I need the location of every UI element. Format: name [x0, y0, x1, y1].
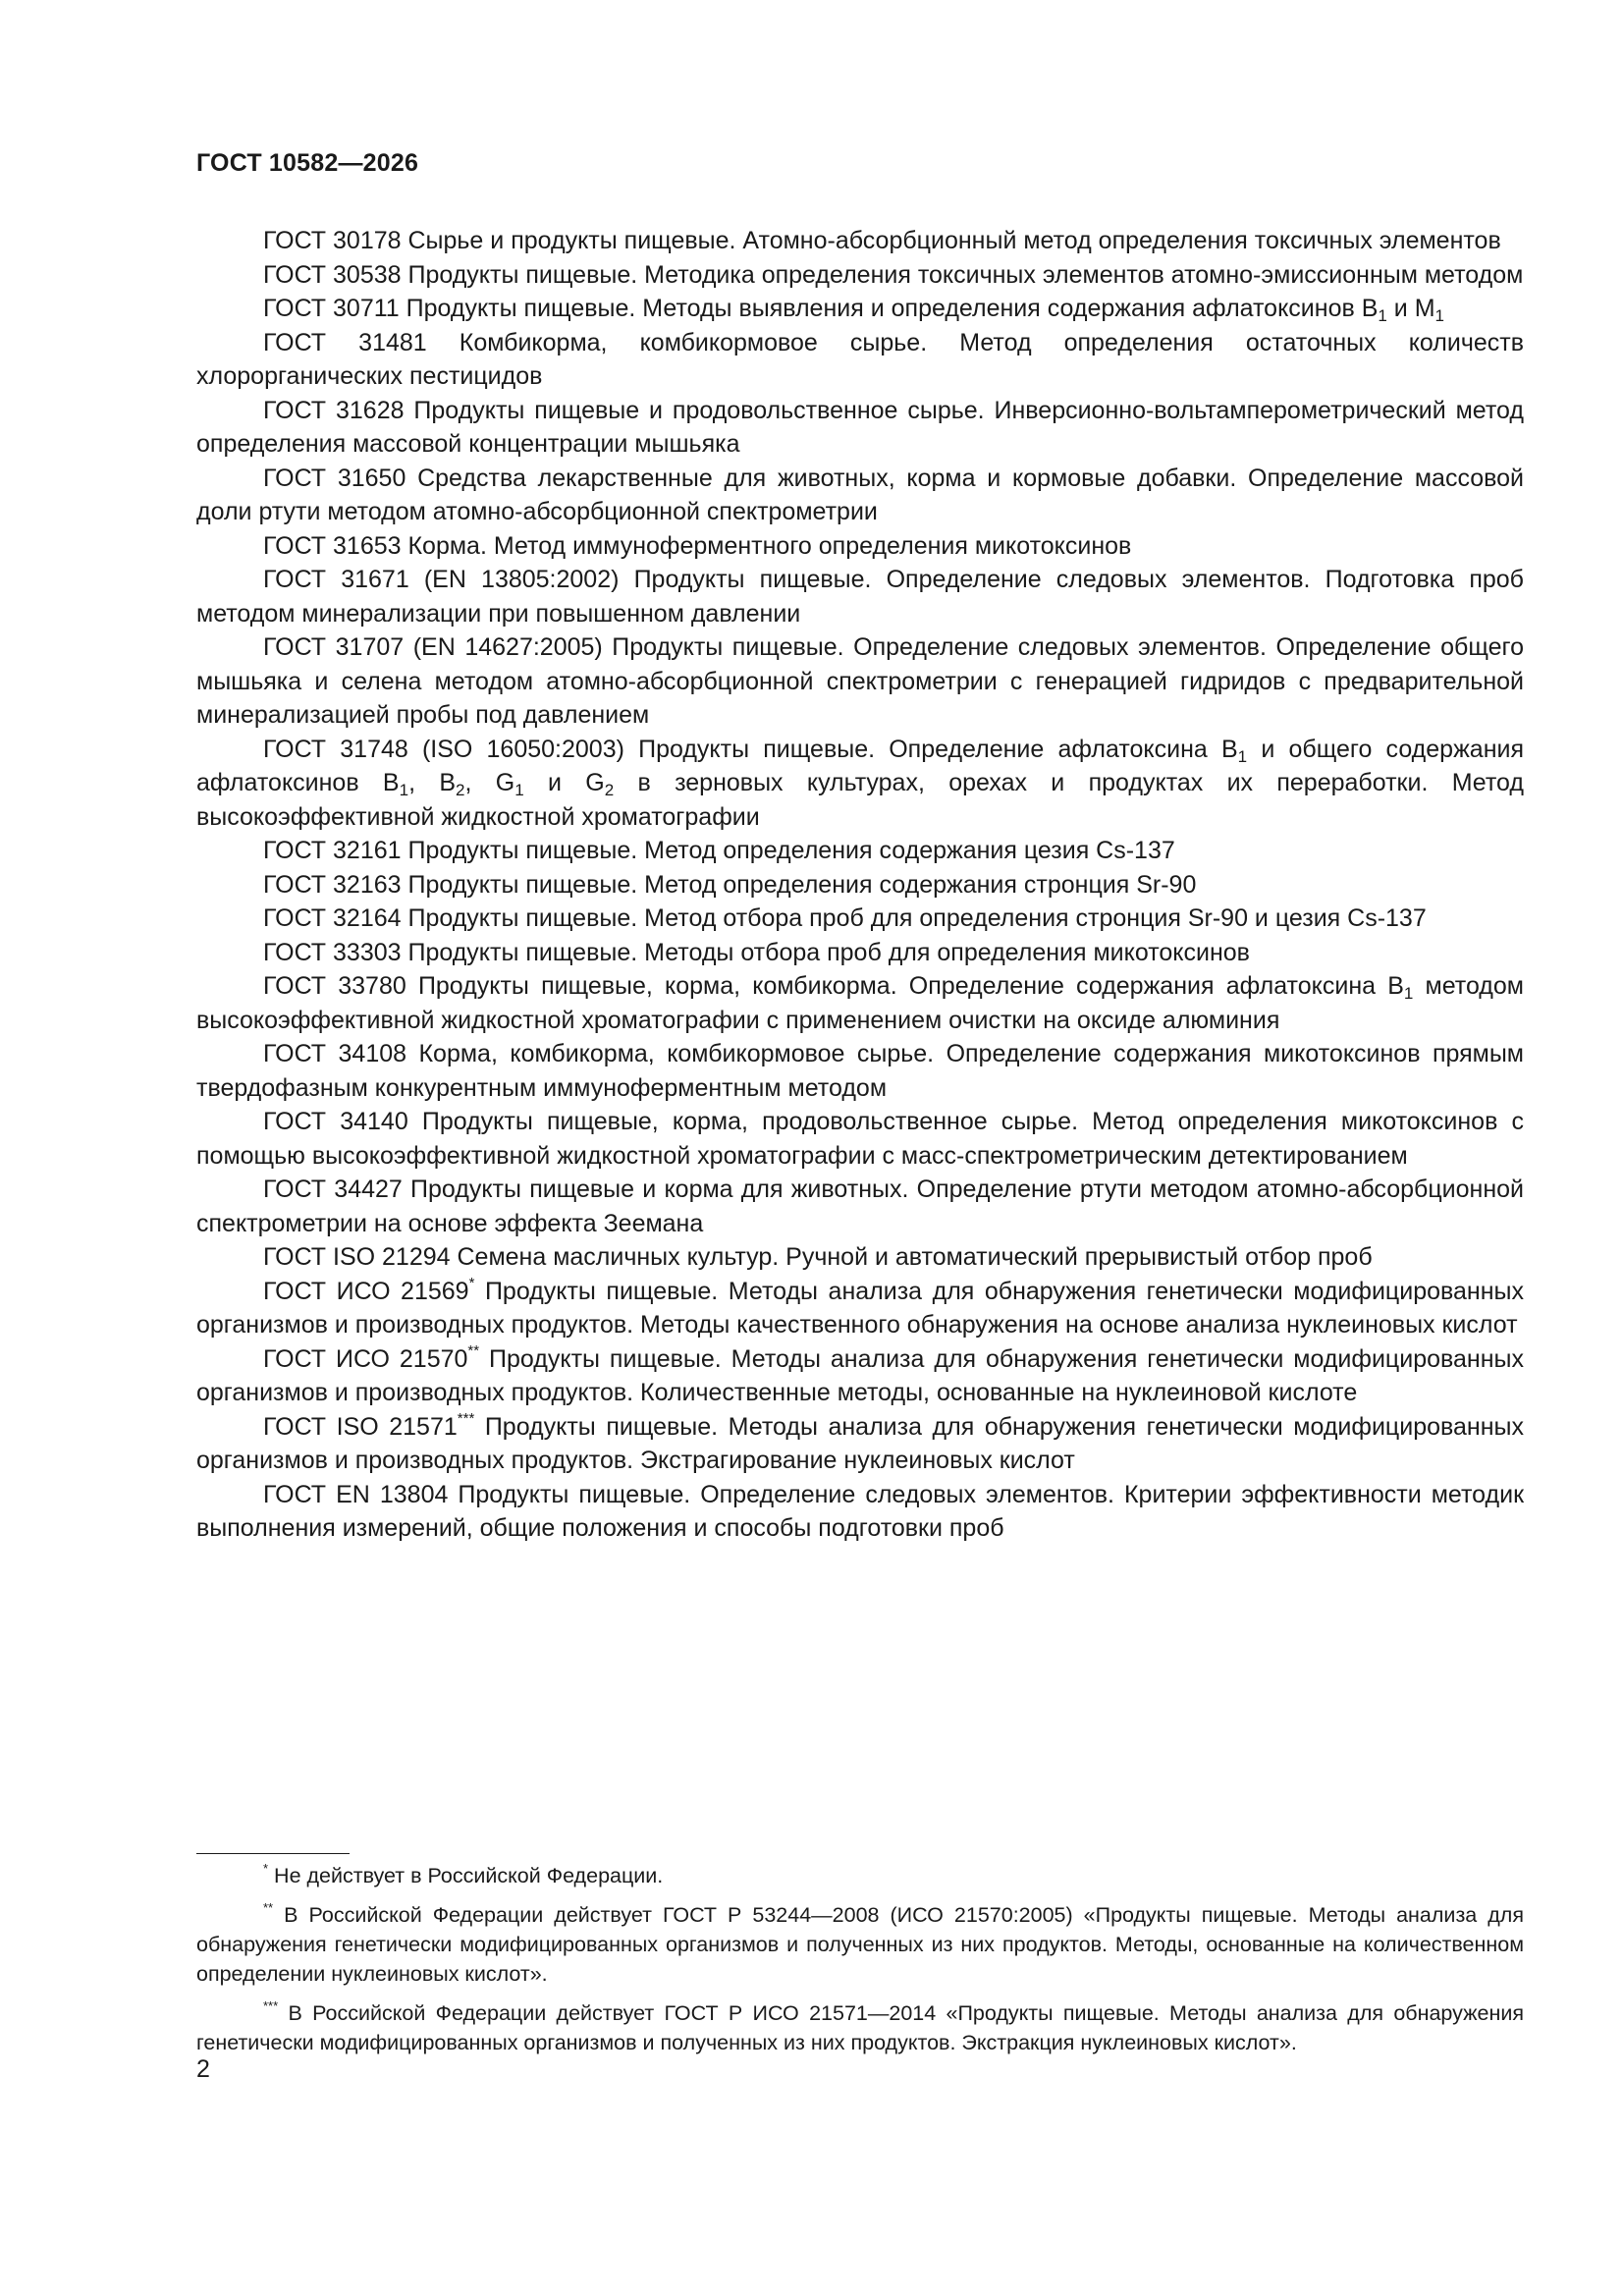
- footnote: [196, 1861, 1524, 1890]
- footnotes: [196, 1861, 1524, 2067]
- reference-entry: [196, 1275, 1524, 1342]
- footnote-separator: [196, 1853, 350, 1854]
- reference-text: ГОСТ ISO 21294 Семена масличных культур. Ручной и автоматический прерывистый отбор проб: [263, 1243, 1373, 1271]
- reference-text: и G: [523, 769, 605, 796]
- reference-text: в зерновых культурах, орехах и продуктах их переработки. Метод высокоэффективной жидкостной хроматографии: [196, 769, 1524, 831]
- reference-entry: [196, 868, 1524, 902]
- reference-text: ГОСТ 33303 Продукты пищевые. Методы отбора проб для определения микотоксинов: [263, 938, 1250, 966]
- footnote-marker: ***: [457, 1409, 475, 1427]
- reference-entry: [196, 529, 1524, 564]
- reference-text: ГОСТ ISO 21571: [263, 1412, 458, 1441]
- reference-text: ГОСТ 30711 Продукты пищевые. Методы выявления и определения содержания афлатоксинов В: [263, 295, 1379, 322]
- reference-entry: [196, 630, 1524, 733]
- reference-entry: [196, 462, 1524, 529]
- subscript: 1: [514, 781, 524, 799]
- reference-entry: [196, 733, 1524, 835]
- reference-entry: [196, 834, 1524, 868]
- reference-text: ГОСТ 31653 Корма. Метод иммуноферментного определения микотоксинов: [263, 531, 1132, 560]
- reference-text: ГОСТ 31481 Комбикорма, комбикормовое сырье. Метод определения остаточных количеств хлорорганических пестицидов: [196, 328, 1524, 390]
- normative-references-list: [196, 224, 1524, 1546]
- footnote: [196, 1900, 1524, 1989]
- reference-entry: [196, 1478, 1524, 1546]
- reference-text: ГОСТ 34427 Продукты пищевые и корма для животных. Определение ртути методом атомно-абсорбционной спектрометрии на основе эффекта Зеемана: [196, 1175, 1524, 1237]
- reference-text: ГОСТ 31628 Продукты пищевые и продовольственное сырье. Инверсионно-вольтамперометрический метод определения массовой концентрации мышьяка: [196, 396, 1524, 458]
- reference-entry: [196, 902, 1524, 936]
- reference-text: ГОСТ 30538 Продукты пищевые. Методика определения токсичных элементов атомно-эмиссионным методом: [263, 260, 1524, 289]
- reference-text: ГОСТ 32164 Продукты пищевые. Метод отбора проб для определения стронция Sr-90 и цезия Cs-137: [263, 904, 1427, 932]
- footnote-text: Не действует в Российской Федерации.: [268, 1864, 664, 1887]
- reference-text: ГОСТ 30178 Сырье и продукты пищевые. Атомно-абсорбционный метод определения токсичных элементов: [263, 227, 1501, 254]
- reference-text: ГОСТ ИСО 21569: [263, 1277, 469, 1305]
- subscript: 1: [1434, 306, 1445, 325]
- footnote-text: В Российской Федерации действует ГОСТ Р 53244—2008 (ИСО 21570:2005) «Продукты пищевые. Методы анализа для обнаружения генетически модифицированных организмов и полученных из них продуктов. Методы, основанные на количественном определении нуклеиновых кислот».: [196, 1903, 1524, 1986]
- subscript: 1: [1403, 984, 1414, 1003]
- reference-text: ГОСТ 31707 (EN 14627:2005) Продукты пищевые. Определение следовых элементов. Определение общего мышьяка и селена методом атомно-абсорбционной спектрометрии с генерацией гидридов с предварительной минерализацией пробы под давлением: [196, 633, 1524, 729]
- reference-text: ГОСТ 34140 Продукты пищевые, корма, продовольственное сырье. Метод определения микотоксинов с помощью высокоэффективной жидкостной хроматографии с масс-спектрометрическим детектированием: [196, 1108, 1524, 1170]
- reference-text: ГОСТ EN 13804 Продукты пищевые. Определение следовых элементов. Критерии эффективности методик выполнения измерений, общие положения и способы подготовки проб: [196, 1480, 1524, 1542]
- reference-text: ГОСТ 31650 Средства лекарственные для животных, корма и кормовые добавки. Определение массовой доли ртути методом атомно-абсорбционной спектрометрии: [196, 464, 1524, 525]
- reference-text: , G: [464, 769, 515, 796]
- reference-text: Продукты пищевые. Методы анализа для обнаружения генетически модифицированных организмов и производных продуктов. Экстрагирование нуклеиновых кислот: [196, 1412, 1524, 1474]
- footnote-mark: ***: [263, 1998, 279, 2013]
- subscript: 1: [1237, 746, 1248, 766]
- reference-entry: [196, 1410, 1524, 1478]
- reference-text: ГОСТ 31671 (EN 13805:2002) Продукты пищевые. Определение следовых элементов. Подготовка проб методом минерализации при повышенном давлении: [196, 566, 1524, 628]
- footnote: [196, 1998, 1524, 2057]
- reference-text: и общего содержания афлатоксинов В: [196, 735, 1525, 796]
- reference-entry: [196, 1342, 1524, 1410]
- reference-text: ГОСТ 32161 Продукты пищевые. Метод определения содержания цезия Cs-137: [263, 837, 1175, 864]
- reference-entry: [196, 224, 1524, 258]
- footnote-mark: **: [263, 1900, 274, 1915]
- footnote-marker: *: [468, 1274, 475, 1291]
- page-header-title: ГОСТ 10582—2026: [196, 149, 419, 177]
- subscript: 1: [1378, 306, 1387, 325]
- reference-text: Продукты пищевые. Методы анализа для обнаружения генетически модифицированных организмов и производных продуктов. Количественные методы, основанные на нуклеиновой кислоте: [196, 1344, 1524, 1406]
- reference-text: , В: [408, 769, 457, 796]
- subscript: 1: [399, 781, 409, 799]
- reference-entry: [196, 1240, 1524, 1275]
- reference-entry: [196, 292, 1524, 326]
- reference-text: ГОСТ 33780 Продукты пищевые, корма, комбикорма. Определение содержания афлатоксина В: [263, 972, 1404, 1000]
- footnote-mark: *: [263, 1861, 269, 1876]
- footnote-text: В Российской Федерации действует ГОСТ Р ИСО 21571—2014 «Продукты пищевые. Методы анализа для обнаружения генетически модифицированных организмов и полученных из них продуктов. Экстракция нуклеиновых кислот».: [196, 2001, 1524, 2054]
- reference-text: ГОСТ 32163 Продукты пищевые. Метод определения содержания стронция Sr-90: [263, 870, 1197, 899]
- reference-entry: [196, 1173, 1524, 1240]
- subscript: 2: [604, 781, 615, 799]
- reference-entry: [196, 969, 1524, 1037]
- reference-entry: [196, 326, 1524, 394]
- reference-text: Продукты пищевые. Методы анализа для обнаружения генетически модифицированных организмов и производных продуктов. Методы качественного обнаружения на основе анализа нуклеиновых кислот: [196, 1277, 1524, 1339]
- reference-text: методом высокоэффективной жидкостной хроматографии с применением очистки на оксиде алюминия: [196, 972, 1524, 1034]
- reference-text: и М: [1386, 295, 1435, 322]
- page-number: 2: [196, 2055, 210, 2083]
- subscript: 2: [456, 781, 465, 799]
- reference-text: ГОСТ 34108 Корма, комбикорма, комбикормовое сырье. Определение содержания микотоксинов прямым твердофазным конкурентным иммуноферментным методом: [196, 1040, 1524, 1102]
- reference-entry: [196, 1037, 1524, 1105]
- footnote-marker: **: [467, 1341, 480, 1359]
- reference-text: ГОСТ ИСО 21570: [263, 1344, 468, 1373]
- reference-entry: [196, 394, 1524, 462]
- reference-entry: [196, 258, 1524, 293]
- reference-entry: [196, 936, 1524, 970]
- reference-entry: [196, 563, 1524, 630]
- reference-entry: [196, 1105, 1524, 1173]
- reference-text: ГОСТ 31748 (ISO 16050:2003) Продукты пищевые. Определение афлатоксина В: [263, 735, 1238, 763]
